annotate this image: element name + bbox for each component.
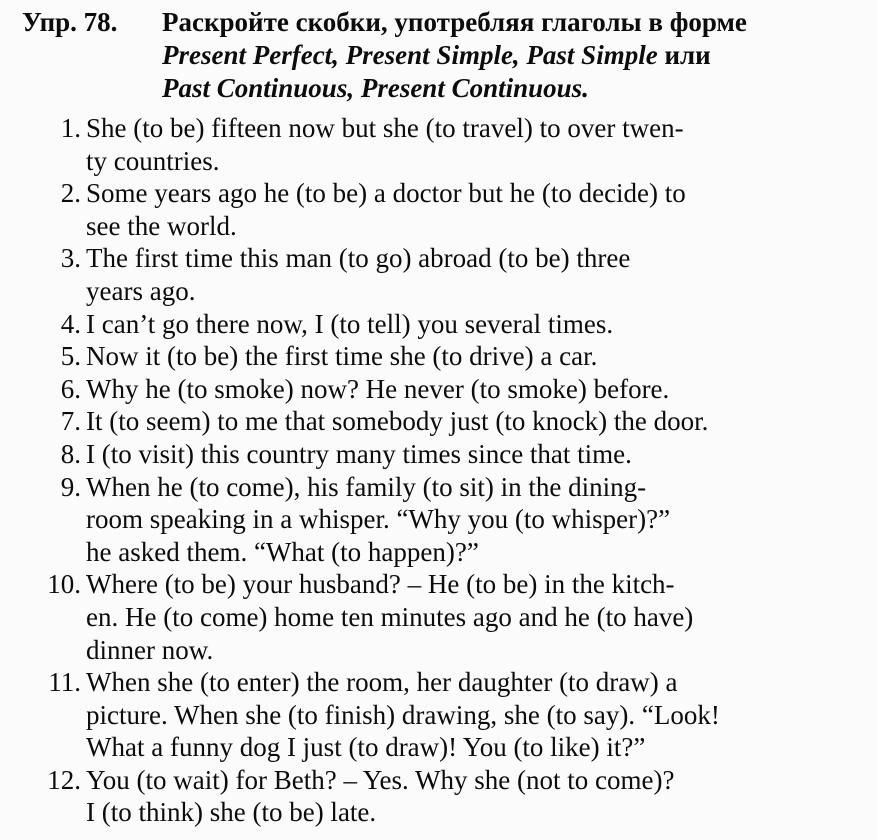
item-number: 3.	[60, 243, 81, 274]
exercise-item	[22, 308, 859, 341]
exercise-item	[22, 471, 859, 569]
item-number: 10.	[47, 569, 81, 600]
item-text: When she (to enter) the room, her daughter (to draw) a picture. When she (to finish) drawing, she (to say). “Look! What a funny dog I just (to draw)! You (to like) it?”	[86, 667, 720, 763]
item-text: Why he (to smoke) now? He never (to smoke) before.	[86, 373, 670, 404]
item-number: 8.	[60, 438, 81, 469]
tenses-line-2: Past Continuous, Present Continuous.	[162, 73, 589, 103]
item-text: Now it (to be) the first time she (to drive) a car.	[86, 341, 598, 372]
exercise-item	[22, 666, 859, 764]
item-text: It (to seem) to me that somebody just (to knock) the door.	[86, 406, 709, 437]
item-text: Where (to be) your husband? – He (to be) in the kitch- en. He (to come) home ten minutes ago and he (to have) dinner now.	[86, 569, 694, 665]
exercise-header	[22, 6, 859, 105]
item-number: 9.	[60, 471, 81, 502]
item-text: I (to visit) this country many times since that time.	[86, 438, 632, 469]
item-number: 4.	[60, 308, 81, 339]
exercise-item	[22, 242, 859, 307]
exercise-item	[22, 405, 859, 438]
instruction-text: Раскройте скобки, употребляя глаголы в форме	[162, 7, 747, 37]
item-text: The first time this man (to go) abroad (to be) three years ago.	[86, 243, 631, 306]
exercise-item	[22, 568, 859, 666]
item-number: 11.	[48, 667, 81, 698]
exercise-item	[22, 373, 859, 406]
tenses-line-1: Present Perfect, Present Simple, Past Simple	[162, 40, 658, 70]
item-text: She (to be) fifteen now but she (to travel) to over twen- ty countries.	[86, 113, 684, 176]
item-text: You (to wait) for Beth? – Yes. Why she (not to come)? I (to think) she (to be) late.	[86, 764, 675, 828]
item-text: I can’t go there now, I (to tell) you several times.	[86, 308, 614, 339]
item-text: When he (to come), his family (to sit) in the dining- room speaking in a whisper. “Why you (to whisper)?” he asked them. “What (to happen)?”	[86, 471, 671, 567]
exercise-item	[22, 764, 859, 829]
exercise-item	[22, 340, 859, 373]
exercise-item	[22, 438, 859, 471]
exercise-number: Упр. 78.	[22, 7, 118, 37]
exercise-item	[22, 112, 859, 177]
item-number: 7.	[60, 406, 81, 437]
item-number: 1.	[60, 113, 81, 143]
item-number: 5.	[60, 341, 81, 372]
item-number: 2.	[60, 178, 81, 209]
item-text: Some years ago he (to be) a doctor but he (to decide) to see the world.	[86, 178, 686, 241]
exercise-list	[22, 112, 859, 829]
exercise-item	[22, 177, 859, 242]
item-number: 6.	[60, 373, 81, 404]
item-number: 12.	[47, 764, 81, 795]
or-word: или	[664, 40, 711, 70]
exercise-instruction	[162, 6, 859, 105]
